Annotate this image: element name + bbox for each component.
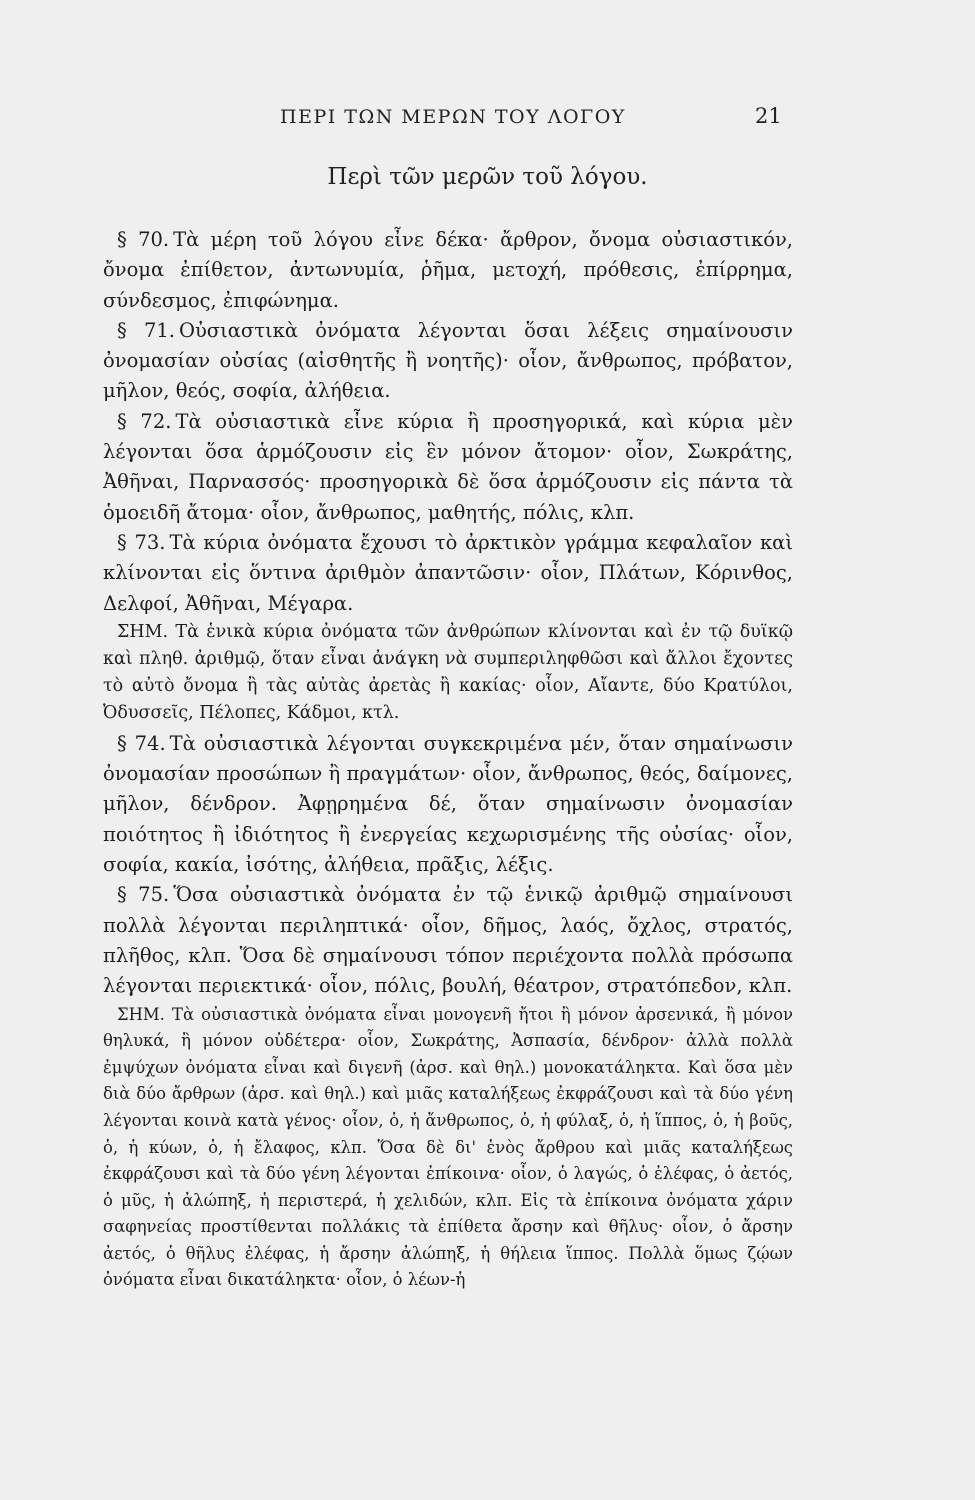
running-head: [0, 100, 975, 140]
section-number: § 75.: [117, 883, 170, 907]
section-number: § 72.: [117, 409, 172, 433]
paragraph-72: [103, 407, 793, 528]
paragraph-text: Οὐσιαστικὰ ὀνόματα λέγονται ὅσαι λέξεις σημαίνουσιν ὀνομασίαν οὐσίας (αἰσθητῆς ἢ νοητῆς)· οἷον, ἄνθρωπος, πρόβατον, μῆλον, θεός, σοφία, ἀλήθεια.: [103, 318, 793, 403]
paragraph-text: Ὅσα οὐσιαστικὰ ὀνόματα ἐν τῷ ἑνικῷ ἀριθμῷ σημαίνουσι πολλὰ λέγονται περιληπτικά· οἷον, δῆμος, λαός, ὄχλος, στρατός, πλῆθος, κλπ. Ὅσα δὲ σημαίνουσι τόπον περιέχοντα πολλὰ πρόσωπα λέγονται περιεκτικά· οἷον, πόλις, βουλή, θέατρον, στρατόπεδον, κλπ.: [103, 883, 793, 998]
note-1: ΣΗΜ. Τὰ ἑνικὰ κύρια ὀνόματα τῶν ἀνθρώπων κλίνονται καὶ ἐν τῷ δυϊκῷ καὶ πληθ. ἀριθμῷ, ὅταν εἶναι ἀνάγκη νὰ συμπεριληφθῶσι καὶ ἄλλοι ἔχοντες τὸ αὐτὸ ὄνομα ἢ τὰς αὐτὰς ἀρετὰς ἢ κακίας· οἷον, Αἴαντε, δύο Κρατύλοι, Ὀδυσσεῖς, Πέλοπες, Κάδμοι, κτλ.: [103, 621, 793, 723]
paragraph-70: [103, 225, 793, 316]
page-number: 21: [755, 104, 782, 128]
paragraph-74: [103, 729, 793, 880]
section-number: § 73.: [117, 530, 166, 554]
running-title: ΠΕΡΙ ΤΩΝ ΜΕΡΩΝ ΤΟΥ ΛΟΓΟΥ: [280, 106, 626, 128]
section-number: § 70.: [117, 228, 170, 251]
paragraph-75: [103, 880, 793, 1001]
section-heading: Περὶ τῶν μερῶν τοῦ λόγου.: [327, 164, 648, 190]
paragraph-73: [103, 528, 793, 619]
paragraph-text: Τὰ κύρια ὀνόματα ἔχουσι τὸ ἀρκτικὸν γράμμα κεφαλαῖον καὶ κλίνονται εἰς ὅντινα ἀριθμὸν ἀπαντῶσιν· οἷον, Πλάτων, Κόρινθος, Δελφοί, Ἀθῆναι, Μέγαρα.: [103, 530, 793, 615]
paragraph-text: Τὰ μέρη τοῦ λόγου εἶνε δέκα· ἄρθρον, ὄνομα οὐσιαστικόν, ὄνομα ἐπίθετον, ἀντωνυμία, ῥῆμα, μετοχή, πρόθεσις, ἐπίρρημα, σύνδεσμος, ἐπιφώνημα.: [103, 228, 793, 312]
paragraph-text: Τὰ οὐσιαστικὰ εἶνε κύρια ἢ προσηγορικά, καὶ κύρια μὲν λέγονται ὅσα ἁρμόζουσιν εἰς ἓν μόνον ἄτομον· οἷον, Σωκράτης, Ἀθῆναι, Παρνασσός· προσηγορικὰ δὲ ὅσα ἁρμόζουσιν εἰς πάντα τὰ ὁμοειδῆ ἄτομα· οἷον, ἄνθρωπος, μαθητής, πόλις, κλπ.: [103, 409, 793, 524]
paragraph-71: [103, 316, 793, 407]
note-2: ΣΗΜ. Τὰ οὐσιαστικὰ ὀνόματα εἶναι μονογενῆ ἤτοι ἢ μόνον ἀρσενικά, ἢ μόνον θηλυκά, ἢ μόνον οὐδέτερα· οἷον, Σωκράτης, Ἀσπασία, δένδρον· ἀλλὰ πολλὰ ἐμψύχων ὀνόματα εἶναι καὶ διγενῆ (ἀρσ. καὶ θηλ.) μονοκατάληκτα. Καὶ ὅσα μὲν διὰ δύο ἄρθρων (ἀρσ. καὶ θηλ.) καὶ μιᾶς καταλήξεως ἐκφράζουσι καὶ τὰ δύο γένη λέγονται κοινὰ κατὰ γένος· οἷον, ὁ, ἡ ἄνθρωπος, ὁ, ἡ φύλαξ, ὁ, ἡ ἵππος, ὁ, ἡ βοῦς, ὁ, ἡ κύων, ὁ, ἡ ἔλαφος, κλπ. Ὅσα δὲ δι' ἑνὸς ἄρθρου καὶ μιᾶς καταλήξεως ἐκφράζουσι καὶ τὰ δύο γένη λέγονται ἐπίκοινα· οἷον, ὁ λαγώς, ὁ ἐλέφας, ὁ ἀετός, ὁ μῦς, ἡ ἀλώπηξ, ἡ περιστερά, ἡ χελιδών, κλπ. Εἰς τὰ ἐπίκοινα ὀνόματα χάριν σαφηνείας προστίθενται πολλάκις τὰ ἐπίθετα ἄρσην καὶ θῆλυς· οἷον, ὁ ἄρσην ἀετός, ὁ θῆλυς ἐλέφας, ἡ ἄρσην ἀλώπηξ, ἡ θήλεια ἵππος. Πολλὰ ὅμως ζῴων ὀνόματα εἶναι δικατάληκτα· οἷον, ὁ λέων-ἡ: [103, 1004, 793, 1290]
body-text: [103, 225, 793, 1294]
section-number: § 71.: [117, 318, 175, 342]
paragraph-text: Τὰ οὐσιαστικὰ λέγονται συγκεκριμένα μέν, ὅταν σημαίνωσιν ὀνομασίαν προσώπων ἢ πραγμάτων· οἷον, ἄνθρωπος, θεός, δαίμονες, μῆλον, δένδρον. Ἀφῃρημένα δέ, ὅταν σημαίνωσιν ὀνομασίαν ποιότητος ἢ ἰδιότητος ἢ ἐνεργείας κεχωρισμένης τῆς οὐσίας· οἷον, σοφία, κακία, ἰσότης, ἀλήθεια, πρᾶξις, λέξις.: [103, 731, 793, 877]
section-number: § 74.: [117, 731, 166, 755]
